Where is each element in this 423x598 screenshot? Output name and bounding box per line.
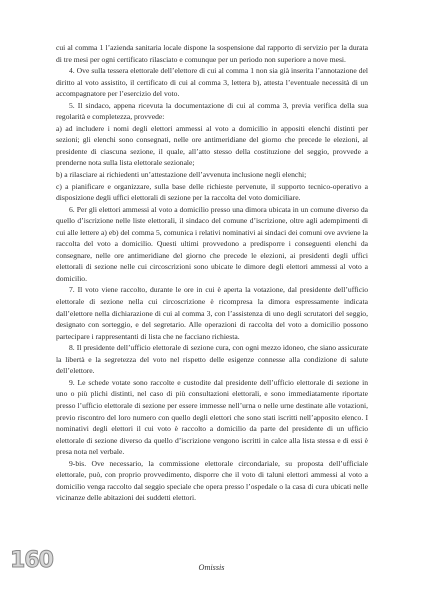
paragraph: 9. Le schede votate sono raccolte e custodite dal presidente dell’ufficio elettorale di sezione in uno o più plichi distinti, nel caso di più consultazioni elettorali, e sono immediatamente riportate presso l’ufficio elettorale di sezione per essere immesse nell’urna o nelle urne destinate alle votazioni, previo riscontro del loro numero con quello degli elettori che sono stati iscritti nell’apposito elenco. I nominativi degli elettori il cui voto è raccolto a domicilio da parte del presidente di un ufficio elettorale di sezione diverso da quello d’iscrizione vengono iscritti in calce alla lista stessa e di essi è presa nota nel verbale. xyxy=(56,377,368,457)
paragraph: 9-bis. Ove necessario, la commissione elettorale circondariale, su proposta dell’ufficiale elettorale, può, con proprio provvedimento, disporre che il voto di taluni elettori ammessi al voto a domicilio venga raccolto dal seggio speciale che opera presso l’ospedale o la casa di cura ubicati nelle vicinanze delle abitazioni dei suddetti elettori. xyxy=(56,458,368,503)
paragraph: 4. Ove sulla tessera elettorale dell’elettore di cui al comma 1 non sia già inserita l’annotazione del diritto al voto assistito, il certificato di cui al comma 3, lettera b), attesta l’eventuale necessità di un accompagnatore per l’esercizio del voto. xyxy=(56,66,368,99)
paragraph: b) a rilasciare ai richiedenti un’attestazione dell’avvenuta inclusione negli elenchi; xyxy=(56,170,307,180)
paragraph: a) ad includere i nomi degli elettori ammessi al voto a domicilio in appositi elenchi distinti per sezioni; gli elenchi sono consegnati, nelle ore antimeridiane del giorno che precede le elezioni, al presidente di ciascuna sezione, il quale, all’atto stesso della costituzione del seggio, provvede a prenderne nota sulla lista elettorale sezionale; xyxy=(56,123,368,168)
paragraph: 7. Il voto viene raccolto, durante le ore in cui è aperta la votazione, dal presidente dell’ufficio elettorale di sezione nella cui circoscrizione è ricompresa la dimora espressamente indicata dall’elettore nella dichiarazione di cui al comma 3, con l’assistenza di uno degli scrutatori del seggio, designato con sorteggio, e del segretario. Alle operazioni di raccolta del voto a domicilio possono partecipare i rappresentanti di lista che ne facciano richiesta. xyxy=(56,285,368,341)
footer-label: Omissis xyxy=(198,563,225,572)
paragraph: 8. Il presidente dell’ufficio elettorale di sezione cura, con ogni mezzo idoneo, che siano assicurate la libertà e la segretezza del voto nel rispetto delle esigenze connesse alla condizione di salute dell’elettore. xyxy=(56,343,368,376)
page-number: 160 xyxy=(10,548,53,573)
paragraph: cui al comma 1 l’azienda sanitaria locale dispone la sospensione dal rapporto di servizio per la durata di tre mesi per ogni certificato rilasciato e comunque per un periodo non superiore a nove mesi. xyxy=(56,43,368,64)
paragraph: c) a pianificare e organizzare, sulla base delle richieste pervenute, il supporto tecnico-operativo a disposizione degli uffici elettorali di sezione per la raccolta del voto domiciliare. xyxy=(56,181,368,203)
paragraph: 5. Il sindaco, appena ricevuta la documentazione di cui al comma 3, previa verifica della sua regolarità e completezza, provvede: xyxy=(56,100,368,122)
body-text xyxy=(56,42,368,504)
paragraph: 6. Per gli elettori ammessi al voto a domicilio presso una dimora ubicata in un comune diverso da quello d’iscrizione nelle liste elettorali, il sindaco del comune d’iscrizione, oltre agli adempimenti di cui alle lettere a) eb) del comma 5, comunica i relativi nominativi ai sindaci dei comuni ove avviene la raccolta del voto a domicilio. Questi ultimi provvedono a predisporre i conseguenti elenchi da consegnare, nelle ore antimeridiane del giorno che precede le elezioni, ai presidenti degli uffici elettorali di sezione nelle cui circoscrizioni sono ubicate le dimore degli elettori ammessi al voto a domicilio. xyxy=(56,204,368,283)
